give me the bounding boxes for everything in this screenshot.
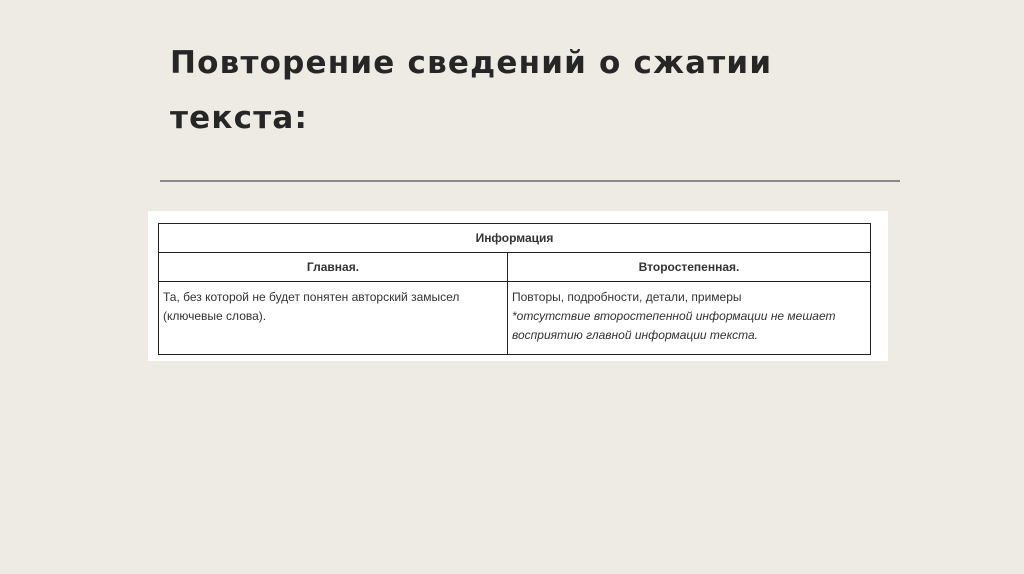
information-table <box>158 223 871 355</box>
table-row <box>159 282 871 355</box>
secondary-information-note: *отсутствие второстепенной информации не мешает восприятию главной информации текста. <box>512 309 836 342</box>
slide-title-line-1: Повторение сведений о сжатии <box>170 45 773 81</box>
table-header-row <box>159 224 871 253</box>
column-header-secondary: Второстепенная. <box>508 253 871 282</box>
table-column-header-row <box>159 253 871 282</box>
column-header-main: Главная. <box>159 253 508 282</box>
information-table-image <box>148 211 888 361</box>
secondary-information-text: Повторы, подробности, детали, примеры <box>512 290 742 304</box>
table-header-information: Информация <box>159 224 871 253</box>
title-divider <box>160 180 900 182</box>
main-information-text: Та, без которой не будет понятен авторский замысел (ключевые слова). <box>163 290 460 323</box>
slide-title-line-2: текста: <box>170 100 309 136</box>
cell-secondary-information <box>508 282 871 355</box>
slide-title <box>170 36 890 146</box>
cell-main-information <box>159 282 508 355</box>
